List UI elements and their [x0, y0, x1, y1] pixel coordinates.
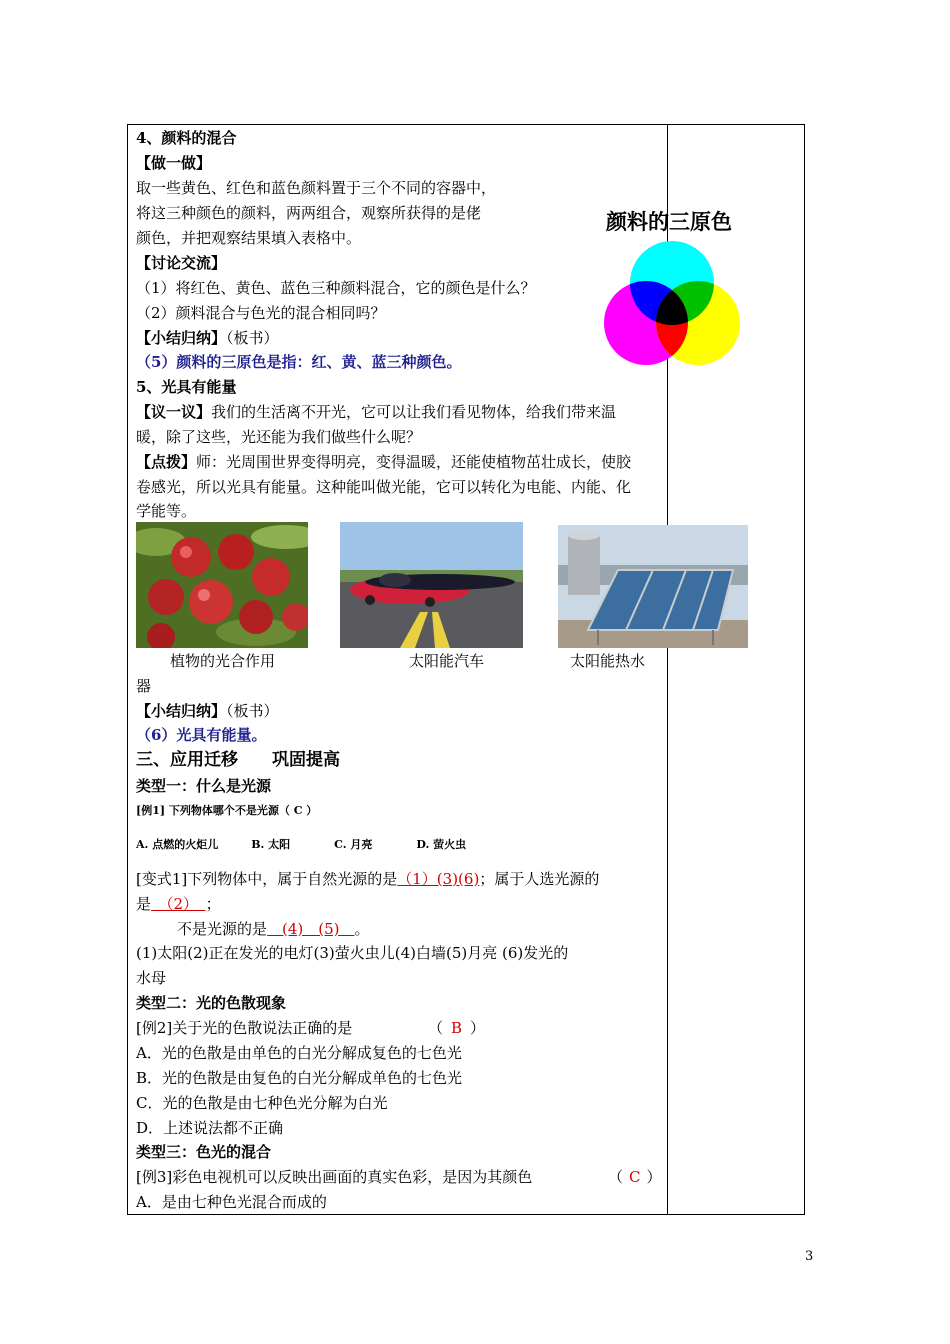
variant1-answer-2: （2） — [151, 895, 206, 913]
hint-text-2: 卷感光，所以光具有能量。这种能叫做光能，它可以转化为电能、内能、化 — [136, 478, 632, 496]
section5-heading: 5、光具有能量 — [136, 378, 237, 396]
example2-option-b: B．光的色散是由复色的白光分解成单色的七色光 — [136, 1069, 463, 1087]
example3-answer: C — [629, 1168, 641, 1186]
example2-option-a: A．光的色散是由单色的白光分解成复色的七色光 — [136, 1044, 462, 1062]
variant1-text-f: 。 — [354, 920, 370, 938]
solar-car-photo — [340, 522, 523, 648]
pigment-primary-colors-diagram — [600, 238, 745, 370]
example2-option-d: D．上述说法都不正确 — [136, 1119, 284, 1137]
diagram-title: 颜料的三原色 — [606, 210, 732, 234]
section4-heading: 4、颜料的混合 — [136, 129, 237, 147]
variant1-text-b: ；属于人选光源的 — [479, 870, 600, 888]
summary-label: 【小结归纳】 — [136, 329, 227, 347]
example2-row — [136, 1018, 352, 1038]
example3-paren-left: （ — [608, 1168, 624, 1186]
discuss-text-1: 我们的生活离不开光，它可以让我们看见物体，给我们带来温 — [211, 403, 617, 421]
example3-option-a: A．是由七种色光混合而成的 — [136, 1193, 327, 1211]
discuss-short-label: 【议一议】 — [136, 403, 212, 421]
summary-note: （板书） — [226, 329, 279, 347]
hint-label: 【点拨】 — [136, 453, 197, 471]
hint-row-1 — [136, 452, 631, 472]
summary-row-2 — [136, 701, 279, 721]
caption-solar-heater: 太阳能热水 — [570, 652, 646, 670]
type1-heading: 类型一：什么是光源 — [136, 777, 272, 795]
page-number: 3 — [805, 1249, 814, 1264]
example3-answer-box — [608, 1167, 662, 1187]
example3-paren-right: ） — [646, 1168, 662, 1186]
example2-label: [例2] — [136, 1019, 173, 1037]
variant1-text-e: 不是光源的是 — [177, 920, 268, 938]
hint-text-3: 学能等。 — [136, 502, 197, 520]
summary-note-2: （板书） — [226, 702, 279, 720]
example1-options: A. 点燃的火炬儿 B. 太阳 C. 月亮 D. 萤火虫 — [136, 838, 467, 851]
discuss-label: 【讨论交流】 — [136, 254, 227, 272]
example2-paren-right: ） — [470, 1019, 486, 1037]
summary-text-6: （6）光具有能量。 — [136, 726, 267, 744]
example2-option-c: C．光的色散是由七种色光分解为白光 — [136, 1094, 388, 1112]
example2-paren-left: （ — [428, 1019, 444, 1037]
variant1-list-2: 水母 — [136, 969, 167, 987]
caption-photosynthesis: 植物的光合作用 — [170, 652, 276, 670]
do-it-line-1: 取一些黄色、红色和蓝色颜料置于三个不同的容器中， — [136, 179, 497, 197]
discuss-question-2: （2）颜料混合与色光的混合相同吗？ — [136, 304, 386, 322]
variant1-answer-1: （1）(3)(6) — [397, 870, 480, 888]
example1: [例1] 下列物体哪个不是光源（ C ） — [136, 804, 318, 817]
do-it-label: 【做一做】 — [136, 154, 212, 172]
variant1-text-d: ； — [205, 895, 221, 913]
example2-text: 关于光的色散说法正确的是 — [172, 1019, 353, 1037]
variant1-row-3 — [177, 919, 370, 939]
variant1-answer-3: (4) (5) — [267, 920, 355, 938]
summary-label-2: 【小结归纳】 — [136, 702, 227, 720]
example2-answer-box — [428, 1018, 485, 1038]
solar-water-heater-photo — [558, 525, 748, 648]
variant1-label: [变式1] — [136, 870, 188, 888]
discuss-text-2: 暖，除了这些，光还能为我们做些什么呢？ — [136, 428, 422, 446]
discuss-row-1 — [136, 402, 616, 422]
example3-text: 彩色电视机可以反映出画面的真实色彩，是因为其颜色 — [172, 1168, 533, 1186]
caption-wrap: 器 — [136, 677, 152, 695]
example3-row — [136, 1167, 532, 1187]
type2-heading: 类型二：光的色散现象 — [136, 994, 287, 1012]
variant1-list-1: (1)太阳(2)正在发光的电灯(3)萤火虫儿(4)白墙(5)月亮 (6)发光的 — [136, 944, 569, 962]
section3-heading: 三、应用迁移 巩固提高 — [136, 750, 340, 770]
do-it-line-2: 将这三种颜色的颜料，两两组合，观察所获得的是佬 — [136, 204, 482, 222]
discuss-question-1: （1）将红色、黄色、蓝色三种颜料混合，它的颜色是什么？ — [136, 279, 536, 297]
hint-text-1: 师：光周围世界变得明亮，变得温暖，还能使植物茁壮成长，使胶 — [196, 453, 632, 471]
example2-answer: B — [451, 1019, 463, 1037]
do-it-line-3: 颜色，并把观察结果填入表格中。 — [136, 229, 362, 247]
variant1-text-c: 是 — [136, 895, 152, 913]
variant1-row-2 — [136, 894, 221, 914]
variant1-text-a: 下列物体中，属于自然光源的是 — [187, 870, 398, 888]
type3-heading: 类型三：色光的混合 — [136, 1143, 272, 1161]
caption-solar-car: 太阳能汽车 — [409, 652, 485, 670]
summary-text-5: （5）颜料的三原色是指：红、黄、蓝三种颜色。 — [136, 353, 462, 371]
example3-label: [例3] — [136, 1168, 173, 1186]
variant1-row-1 — [136, 869, 599, 889]
photosynthesis-photo — [136, 522, 308, 648]
summary-row-1 — [136, 328, 279, 348]
